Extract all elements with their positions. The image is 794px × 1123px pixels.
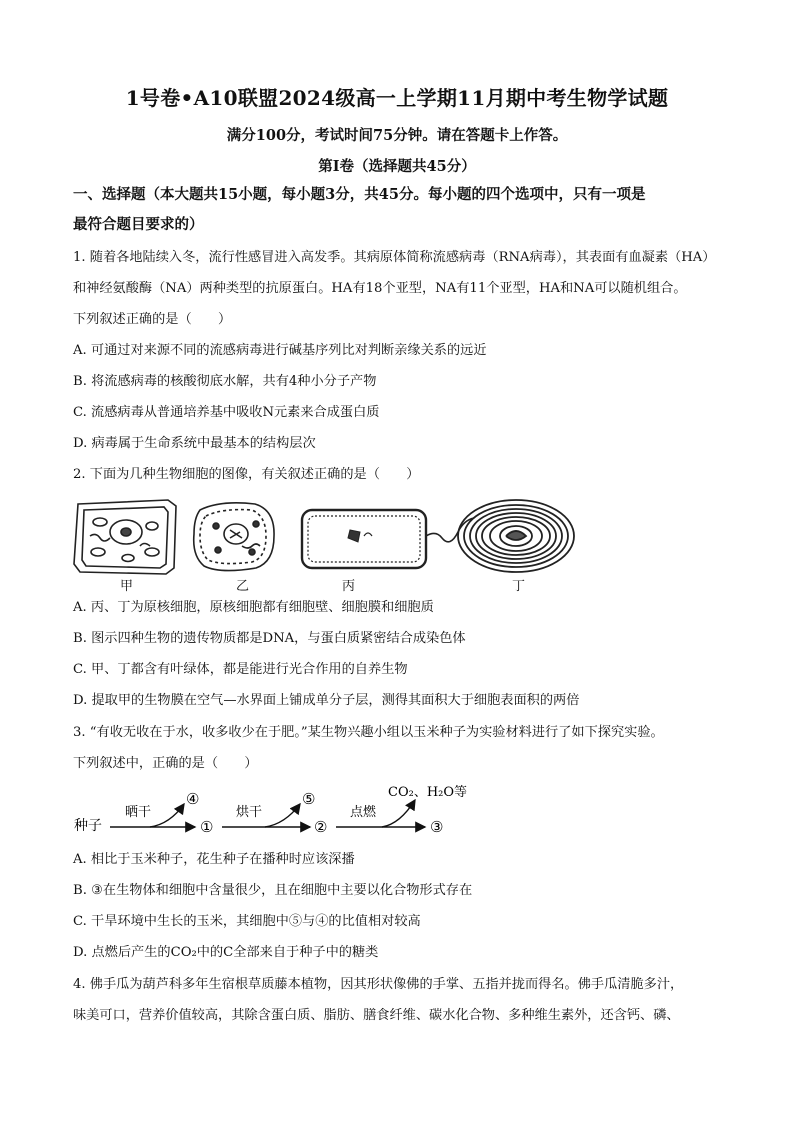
q1-stem-line3: 下列叙述正确的是（ ） <box>73 312 232 327</box>
q2-stem: 2. 下面为几种生物细胞的图像，有关叙述正确的是（ ） <box>73 467 420 482</box>
section-heading-line1: 一、选择题（本大题共15小题，每小题3分，共45分。每小题的四个选项中，只有一项是 <box>73 186 646 203</box>
exam-instructions: 满分100分，考试时间75分钟。请在答题卡上作答。 <box>226 127 568 144</box>
exam-title: 1号卷•A10联盟2024级高一上学期11月期中考生物学试题 <box>125 86 669 110</box>
label-jia: 甲 <box>120 579 134 594</box>
seed-experiment-flow-diagram <box>70 780 490 840</box>
flow-node-4: ④ <box>186 790 200 808</box>
q1-stem-line2: 和神经氨酸酶（NA）两种类型的抗原蛋白。HA有18个亚型，NA有11个亚型，HA和NA可以随机组合。 <box>73 281 687 296</box>
algae-illustration <box>458 500 574 572</box>
flow-seed-label: 种子 <box>74 818 102 834</box>
label-yi: 乙 <box>236 579 250 594</box>
q3-option-d: D. 点燃后产生的CO₂中的C全部来自于种子中的糖类 <box>73 945 379 960</box>
flow-step2-label: 烘干 <box>236 805 263 820</box>
flow-branch-arrow-1 <box>150 804 184 827</box>
q2-option-c: C. 甲、丁都含有叶绿体，都是能进行光合作用的自养生物 <box>73 662 408 677</box>
q4-stem-line1: 4. 佛手瓜为葫芦科多年生宿根草质藤本植物，因其形状像佛的手掌、五指并拢而得名。佛手瓜清脆多汁， <box>73 977 684 992</box>
animal-cell-illustration <box>194 503 274 571</box>
bacterium-illustration <box>302 510 474 568</box>
q1-option-b: B. 将流感病毒的核酸彻底水解，共有4种小分子产物 <box>73 374 377 389</box>
flow-node-2: ② <box>314 818 328 836</box>
label-ding: 丁 <box>512 579 526 594</box>
plant-cell-illustration <box>74 500 176 574</box>
q3-stem-line2: 下列叙述中，正确的是（ ） <box>73 756 258 771</box>
q3-option-a: A. 相比于玉米种子，花生种子在播种时应该深播 <box>73 852 355 867</box>
q3-stem-line1: 3. “有收无收在于水，收多收少在于肥。”某生物兴趣小组以玉米种子为实验材料进行了如下探究实验。 <box>73 725 664 740</box>
q1-option-a: A. 可通过对来源不同的流感病毒进行碱基序列比对判断亲缘关系的远近 <box>73 343 487 358</box>
flow-step1-label: 晒干 <box>125 805 152 820</box>
q1-option-c: C. 流感病毒从普通培养基中吸收N元素来合成蛋白质 <box>73 405 380 420</box>
label-bing: 丙 <box>342 579 356 594</box>
volume-heading: 第Ⅰ卷（选择题共45分） <box>318 158 476 175</box>
flow-products-label: CO₂、H₂O等 <box>388 785 468 800</box>
q1-option-d: D. 病毒属于生命系统中最基本的结构层次 <box>73 436 316 451</box>
q3-option-b: B. ③在生物体和细胞中含量很少，且在细胞中主要以化合物形式存在 <box>73 883 473 898</box>
section-heading-line2: 最符合题目要求的） <box>73 216 204 233</box>
q2-option-b: B. 图示四种生物的遗传物质都是DNA，与蛋白质紧密结合成染色体 <box>73 631 466 646</box>
flow-branch-arrow-3 <box>382 800 415 827</box>
q2-option-a: A. 丙、丁为原核细胞，原核细胞都有细胞壁、细胞膜和细胞质 <box>73 600 434 615</box>
q3-option-c: C. 干旱环境中生长的玉米，其细胞中⑤与④的比值相对较高 <box>73 914 421 929</box>
q4-stem-line2: 味美可口，营养价值较高，其除含蛋白质、脂肪、膳食纤维、碳水化合物、多种维生素外，还含钙、磷、 <box>73 1008 680 1023</box>
q1-stem-line1: 1. 随着各地陆续入冬，流行性感冒进入高发季。其病原体简称流感病毒（RNA病毒），其表面有血凝素（HA） <box>73 250 716 265</box>
flow-step3-label: 点燃 <box>350 805 377 820</box>
flow-node-3: ③ <box>430 818 444 836</box>
flow-branch-arrow-2 <box>265 804 300 827</box>
q2-option-d: D. 提取甲的生物膜在空气—水界面上铺成单分子层，测得其面积大于细胞表面积的两倍 <box>73 693 580 708</box>
flow-node-1: ① <box>200 818 214 836</box>
flow-node-5: ⑤ <box>302 790 316 808</box>
